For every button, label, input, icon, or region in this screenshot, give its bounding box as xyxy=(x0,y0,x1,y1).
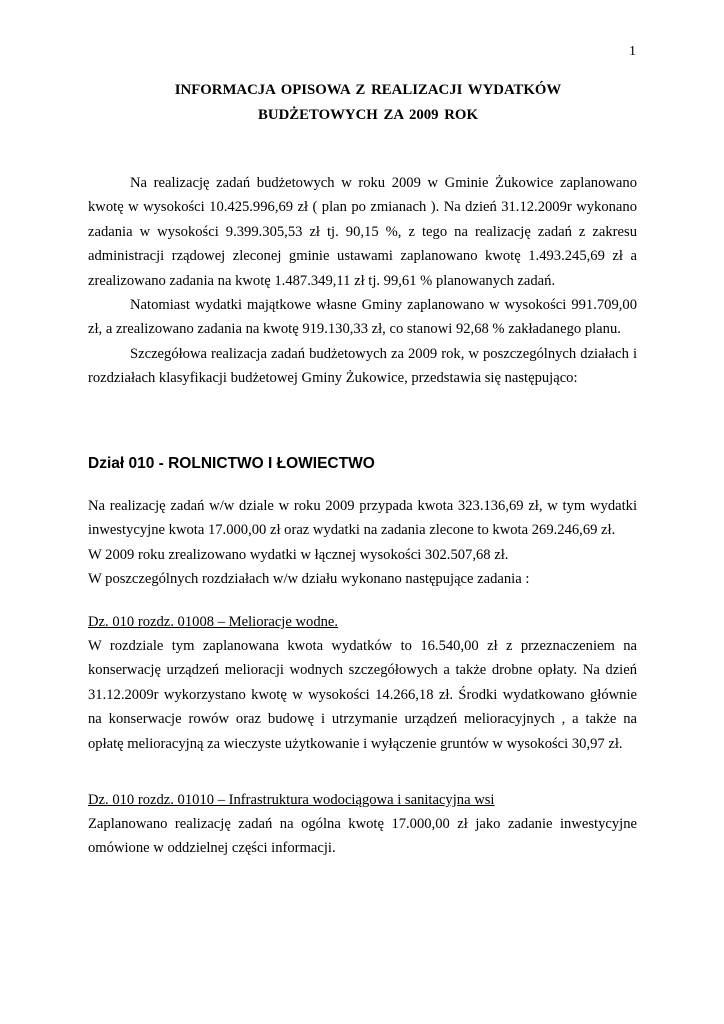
title-line-2: BUDŻETOWYCH ZA 2009 ROK xyxy=(258,107,478,123)
subsection-01010 xyxy=(88,788,637,861)
page-number: 1 xyxy=(629,44,636,59)
subsection-01008-heading: Dz. 010 rozdz. 01008 – Melioracje wodne. xyxy=(88,614,339,630)
section-010-intro xyxy=(88,494,637,592)
section-010-paragraph-1: Na realizację zadań w/w dziale w roku 2009 przypada kwota 323.136,69 zł, w tym wydatki inwestycyjne kwota 17.000,00 zł oraz wydatki na zadania zlecone to kwota 269.246,69 zł. xyxy=(88,498,637,539)
intro-paragraph-3: Szczegółowa realizacja zadań budżetowych za 2009 rok, w poszczególnych działach i rozdziałach klasyfikacji budżetowej Gminy Żukowice, przedstawia się następująco: xyxy=(88,345,637,387)
section-heading-010: Dział 010 - ROLNICTWO I ŁOWIECTWO xyxy=(88,455,375,472)
document-title xyxy=(60,78,676,128)
intro-paragraph-1: Na realizację zadań budżetowych w roku 2009 w Gminie Żukowice zaplanowano kwotę w wysokości 10.425.996,69 zł ( plan po zmianach ). Na dzień 31.12.2009r wykonano zadania w wysokości 9.399.305,53 zł tj. 90,15 %, z tego na realizację zadań z zakresu administracji rządowej zleconej gminie ustawami zaplanowano kwotę 1.493.245,69 zł a zrealizowano zadania na kwotę 1.487.349,11 zł tj. 99,61 % planowanych zadań. xyxy=(88,175,637,289)
section-010-paragraph-3: W poszczególnych rozdziałach w/w działu wykonano następujące zadania : xyxy=(88,571,530,588)
intro-paragraph-2: Natomiast wydatki majątkowe własne Gminy zaplanowano w wysokości 991.709,00 zł, a zrealizowano zadania na kwotę 919.130,33 zł, co stanowi 92,68 % zakładanego planu. xyxy=(88,297,637,338)
subsection-01010-heading: Dz. 010 rozdz. 01010 – Infrastruktura wodociągowa i sanitacyjna wsi xyxy=(88,792,495,808)
subsection-01008 xyxy=(88,610,637,756)
title-line-1: INFORMACJA OPISOWA Z REALIZACJI WYDATKÓW xyxy=(174,82,562,98)
subsection-01008-text: W rozdziale tym zaplanowana kwota wydatków to 16.540,00 zł z przeznaczeniem na konserwację urządzeń melioracji wodnych szczegółowych a także drobne opłaty. Na dzień 31.12.2009r wykorzystano kwotę w wysokości 14.266,18 zł. Środki wydatkowano głównie na konserwacje rowów oraz budowę i utrzymanie urządzeń melioracyjnych , a także na opłatę melioracyjną za wieczyste użytkowanie i wyłączenie gruntów w wysokości 30,97 zł. xyxy=(88,638,637,752)
subsection-01010-text: Zaplanowano realizację zadań na ogólna kwotę 17.000,00 zł jako zadanie inwestycyjne omówione w oddzielnej części informacji. xyxy=(88,816,637,857)
section-010-paragraph-2: W 2009 roku zrealizowano wydatki w łącznej wysokości 302.507,68 zł. xyxy=(88,546,509,563)
intro-section xyxy=(88,171,637,391)
